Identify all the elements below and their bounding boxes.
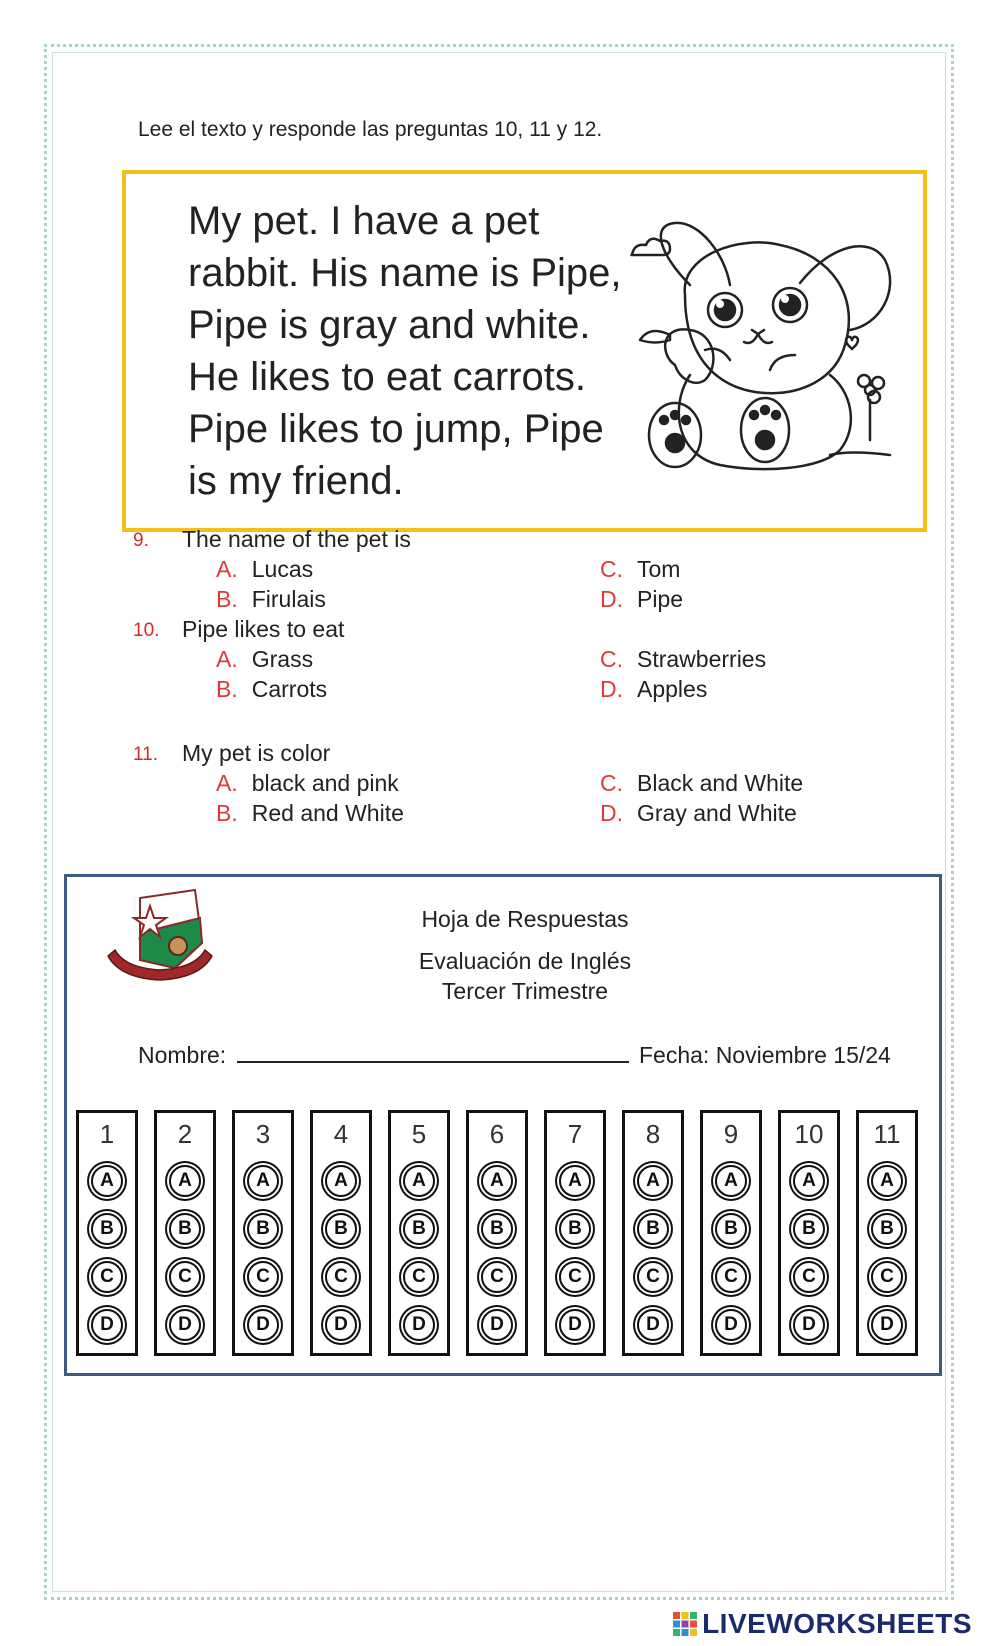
answer-bubble-d[interactable]: D (325, 1309, 357, 1341)
answer-column-number: 5 (411, 1119, 427, 1149)
option-b[interactable]: B. Red and White (216, 800, 404, 826)
name-field[interactable] (237, 1043, 629, 1063)
reading-text (188, 195, 648, 507)
option-d[interactable]: D. Gray and White (600, 800, 797, 826)
answer-bubble-a[interactable]: A (403, 1165, 435, 1197)
answer-bubble-c[interactable]: C (169, 1261, 201, 1293)
answer-column-number: 6 (489, 1119, 505, 1149)
name-date-line (138, 1042, 891, 1069)
instruction-text: Lee el texto y responde las preguntas 10, 11 y 12. (138, 118, 603, 141)
answer-bubble-b[interactable]: B (325, 1213, 357, 1245)
option-b[interactable]: B. Firulais (216, 586, 326, 612)
answer-sheet-subtitle: Evaluación de Inglés (418, 948, 632, 974)
question-text: Pipe likes to eat (182, 616, 345, 642)
reading-line: is my friend. (188, 459, 404, 503)
answer-column (466, 1110, 528, 1356)
answer-bubble-d[interactable]: D (637, 1309, 669, 1341)
rabbit-coloring-icon (630, 215, 915, 490)
answer-column (232, 1110, 294, 1356)
answer-column-number: 2 (177, 1119, 193, 1149)
answer-bubble-c[interactable]: C (247, 1261, 279, 1293)
reading-line: He likes to eat carrots. (188, 355, 586, 399)
answer-bubble-b[interactable]: B (481, 1213, 513, 1245)
answer-bubble-b[interactable]: B (91, 1213, 123, 1245)
answer-bubble-a[interactable]: A (169, 1165, 201, 1197)
answer-bubble-b[interactable]: B (247, 1213, 279, 1245)
answer-column-number: 10 (794, 1119, 824, 1149)
answer-column-number: 8 (645, 1119, 661, 1149)
question-text: The name of the pet is (182, 526, 411, 552)
answer-bubble-d[interactable]: D (715, 1309, 747, 1341)
option-c[interactable]: C. Black and White (600, 770, 804, 796)
option-d[interactable]: D. Apples (600, 676, 708, 702)
answer-sheet-title: Hoja de Respuestas (421, 906, 629, 932)
answer-column-number: 7 (567, 1119, 583, 1149)
answer-bubble-a[interactable]: A (793, 1165, 825, 1197)
question-number: 9. (133, 530, 149, 551)
answer-bubble-d[interactable]: D (793, 1309, 825, 1341)
answer-column-number: 3 (255, 1119, 271, 1149)
option-a[interactable]: A. Grass (216, 646, 314, 672)
answer-bubble-a[interactable]: A (247, 1165, 279, 1197)
reading-line: My pet. I have a pet (188, 199, 540, 243)
answer-column-number: 11 (873, 1119, 901, 1149)
answer-column (544, 1110, 606, 1356)
answer-bubble-c[interactable]: C (793, 1261, 825, 1293)
answer-column-number: 4 (333, 1119, 349, 1149)
question-number: 10. (133, 620, 160, 641)
answer-bubble-b[interactable]: B (169, 1213, 201, 1245)
answer-bubble-a[interactable]: A (871, 1165, 903, 1197)
answer-bubble-a[interactable]: A (325, 1165, 357, 1197)
answer-column (778, 1110, 840, 1356)
answer-column-number: 9 (723, 1119, 739, 1149)
answer-column-number: 1 (99, 1119, 115, 1149)
answer-bubble-b[interactable]: B (871, 1213, 903, 1245)
answer-bubble-d[interactable]: D (247, 1309, 279, 1341)
answer-bubble-c[interactable]: C (325, 1261, 357, 1293)
answer-bubble-a[interactable]: A (91, 1165, 123, 1197)
answer-column (856, 1110, 918, 1356)
answer-bubble-d[interactable]: D (559, 1309, 591, 1341)
answer-bubble-c[interactable]: C (403, 1261, 435, 1293)
answer-bubble-a[interactable]: A (637, 1165, 669, 1197)
option-d[interactable]: D. Pipe (600, 586, 684, 612)
answer-bubble-b[interactable]: B (637, 1213, 669, 1245)
reading-line: Pipe likes to jump, Pipe (188, 407, 604, 451)
answer-bubble-b[interactable]: B (559, 1213, 591, 1245)
name-label: Nombre: (138, 1042, 227, 1068)
answer-column (700, 1110, 762, 1356)
answer-bubble-d[interactable]: D (169, 1309, 201, 1341)
option-a[interactable]: A. black and pink (216, 770, 399, 796)
date-label: Fecha: Noviembre 15/24 (638, 1042, 891, 1068)
answer-bubble-b[interactable]: B (403, 1213, 435, 1245)
liveworksheets-brand: LIVEWORKSHEETS (672, 1608, 972, 1640)
answer-bubble-c[interactable]: C (91, 1261, 123, 1293)
answer-bubble-c[interactable]: C (637, 1261, 669, 1293)
answer-sheet-subtitle: Tercer Trimestre (441, 978, 609, 1004)
answer-bubble-c[interactable]: C (559, 1261, 591, 1293)
answer-bubble-d[interactable]: D (91, 1309, 123, 1341)
option-c[interactable]: C. Strawberries (600, 646, 767, 672)
answer-bubble-c[interactable]: C (481, 1261, 513, 1293)
question-number: 11. (133, 744, 159, 765)
answer-bubble-d[interactable]: D (481, 1309, 513, 1341)
option-a[interactable]: A. Lucas (216, 556, 314, 582)
reading-line: Pipe is gray and white. (188, 303, 591, 347)
answer-bubble-b[interactable]: B (715, 1213, 747, 1245)
answer-bubble-c[interactable]: C (715, 1261, 747, 1293)
answer-bubble-d[interactable]: D (871, 1309, 903, 1341)
option-c[interactable]: C. Tom (600, 556, 681, 582)
answer-column (76, 1110, 138, 1356)
liveworksheets-logo-icon (672, 1611, 698, 1637)
answer-bubble-a[interactable]: A (559, 1165, 591, 1197)
answer-column (388, 1110, 450, 1356)
answer-bubble-c[interactable]: C (871, 1261, 903, 1293)
option-b[interactable]: B. Carrots (216, 676, 328, 702)
reading-line: rabbit. His name is Pipe, (188, 251, 622, 295)
answer-bubble-a[interactable]: A (481, 1165, 513, 1197)
answer-column (622, 1110, 684, 1356)
answer-column (310, 1110, 372, 1356)
answer-column (154, 1110, 216, 1356)
answer-bubble-b[interactable]: B (793, 1213, 825, 1245)
question-text: My pet is color (182, 740, 331, 766)
answer-bubble-a[interactable]: A (715, 1165, 747, 1197)
answer-bubble-d[interactable]: D (403, 1309, 435, 1341)
